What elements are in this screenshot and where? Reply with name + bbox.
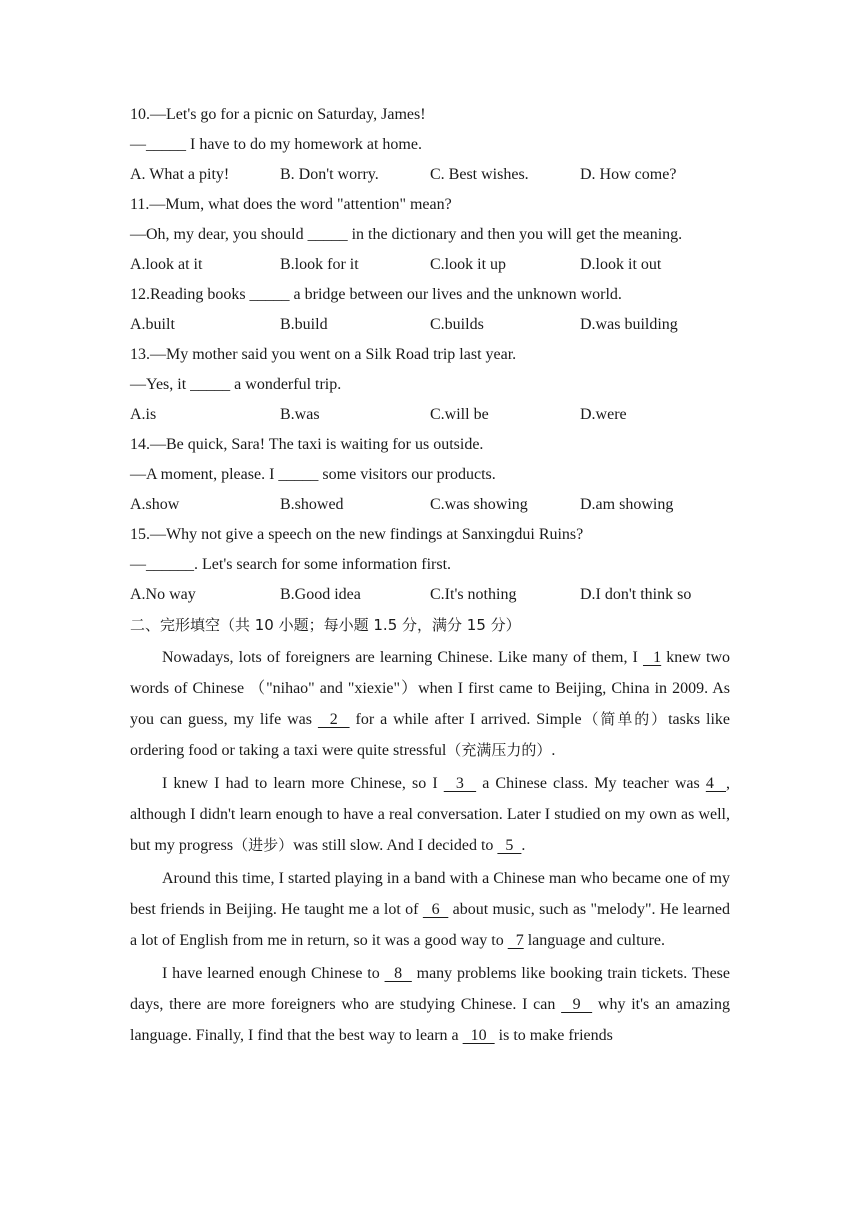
option-a: A. What a pity! [130,166,230,183]
option-c: C.builds [430,316,484,333]
option-a: A.No way [130,586,196,603]
paragraph-text: about music, such as "melody". He learned a lot of English from me in return, so it was a good way to [130,901,731,949]
blank-6: 6 [422,901,449,918]
question-13-options [130,400,730,430]
cloze-paragraph-2 [130,768,730,861]
paragraph-text: Around this time, I started playing in a band with a Chinese man who became one of my best friends in Beijing. He taught me a lot of [130,870,730,918]
gloss-text: （充满压力的） [446,741,552,759]
question-11-response: —Oh, my dear, you should _____ in the dictionary and then you will get the meaning. [130,226,683,243]
cloze-paragraph-4 [130,958,730,1051]
question-14-response: —A moment, please. I _____ some visitors our products. [130,466,496,483]
paragraph-text: Nowadays, lots of foreigners are learning Chinese. Like many of them, I [162,649,643,666]
blank-9: 9 [561,996,593,1013]
paragraph-text: I have learned enough Chinese to [162,965,385,982]
option-c: C. Best wishes. [430,166,529,183]
paragraph-text: a Chinese class. My teacher was [476,775,706,792]
question-10-stem: 10.—Let's go for a picnic on Saturday, James! [130,106,426,123]
option-b: B.build [280,316,328,333]
option-d: D.I don't think so [580,586,692,603]
option-d: D.was building [580,316,678,333]
cloze-paragraph-1 [130,642,730,766]
question-15-stem: 15.—Why not give a speech on the new findings at Sanxingdui Ruins? [130,526,584,543]
paragraph-text: I knew I had to learn more Chinese, so I [162,775,444,792]
option-d: D.were [580,406,627,423]
option-c: C.It's nothing [430,586,517,603]
option-d: D.look it out [580,256,662,273]
section-title-cloze: 二、完形填空（共 10 小题；每小题 1.5 分，满分 15 分） [130,616,521,634]
blank-2: 2 [317,711,350,728]
blank-1: 1 [642,649,662,666]
option-d: D. How come? [580,166,677,183]
paragraph-text: . [551,742,556,759]
option-c: C.was showing [430,496,528,513]
cloze-paragraph-3 [130,863,730,956]
option-c: C.will be [430,406,489,423]
option-b: B.showed [280,496,344,513]
option-b: B. Don't worry. [280,166,379,183]
paragraph-text: why it's an amazing language. Finally, I find that the best way to learn a [130,996,730,1044]
paragraph-text: language and culture. [523,932,665,949]
paragraph-text: , although I didn't learn enough to have a real conversation. Later I studied on my own as well, but my progress [130,775,731,854]
question-15-response: —______. Let's search for some information first. [130,556,452,573]
blank-8: 8 [384,965,412,982]
blank-5: 5 [497,837,522,854]
paragraph-text: is to make friends [494,1027,613,1044]
option-b: B.Good idea [280,586,361,603]
paragraph-text: . [521,837,526,854]
question-12-options [130,310,730,340]
option-a: A.built [130,316,175,333]
question-14-options [130,490,730,520]
blank-7: 7 [507,932,524,949]
question-15-options [130,580,730,610]
blank-3: 3 [443,775,477,792]
paragraph-text: for a while after I arrived. Simple [349,711,582,728]
paragraph-text: was still slow. And I decided to [293,837,498,854]
option-a: A.look at it [130,256,203,273]
option-a: A.is [130,406,157,423]
option-d: D.am showing [580,496,674,513]
gloss-text: （简单的） [581,710,669,728]
question-13-stem: 13.—My mother said you went on a Silk Road trip last year. [130,346,517,363]
gloss-text: （进步） [233,836,294,854]
paragraph-text: many problems like booking train tickets. These days, there are more foreigners who are studying Chinese. I can [130,965,731,1013]
paragraph-text: tasks like ordering food or taking a taxi were quite stressful [130,711,731,759]
question-10-response: —_____ I have to do my homework at home. [130,136,422,153]
option-a: A.show [130,496,180,513]
exam-content [130,100,730,1051]
question-12-stem: 12.Reading books _____ a bridge between our lives and the unknown world. [130,286,622,303]
blank-4: 4 [705,775,727,792]
question-13-response: —Yes, it _____ a wonderful trip. [130,376,342,393]
paragraph-text: knew two words of Chinese （"nihao" and "xiexie"）when I first came to Beijing, China in 2009. As you can guess, my life was [130,649,731,728]
question-10-options [130,160,730,190]
option-b: B.was [280,406,320,423]
option-b: B.look for it [280,256,359,273]
question-14-stem: 14.—Be quick, Sara! The taxi is waiting for us outside. [130,436,484,453]
option-c: C.look it up [430,256,507,273]
question-11-stem: 11.—Mum, what does the word "attention" mean? [130,196,452,213]
question-11-options [130,250,730,280]
blank-10: 10 [462,1027,495,1044]
